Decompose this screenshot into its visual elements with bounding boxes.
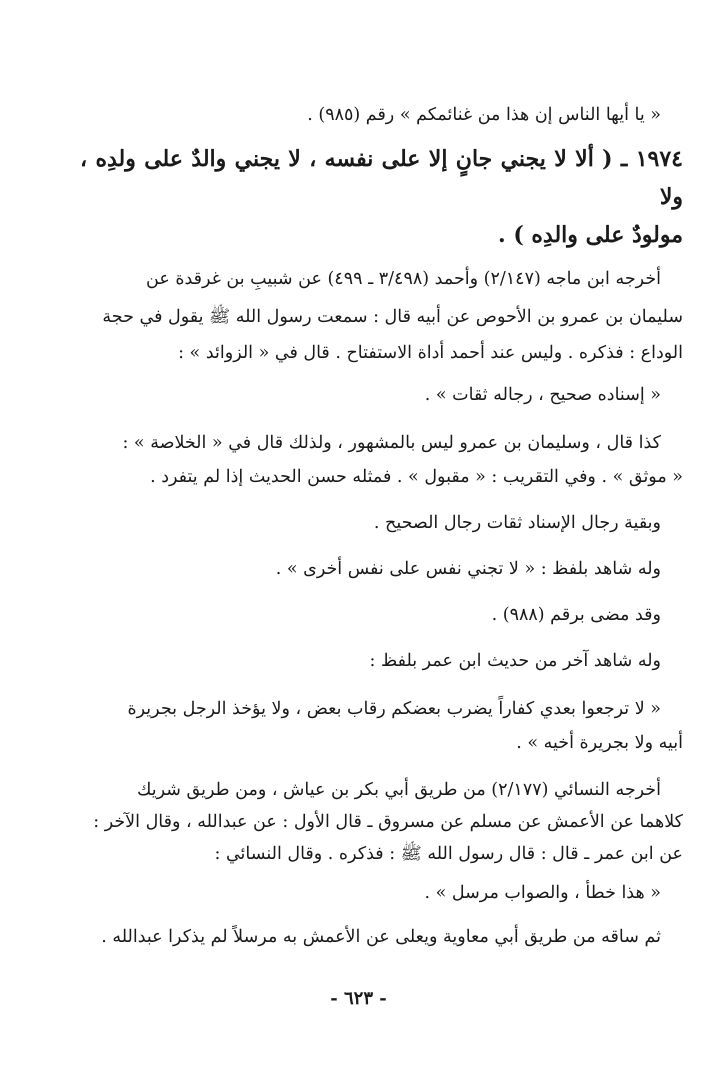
hadith-title-line-2: مولودٌ على والدِه ) .	[498, 222, 683, 248]
text-line: أخرجه ابن ماجه (٢/١٤٧) وأحمد (٣/٤٩٨ ـ ٤٩٩) عن شبيبِ بن غرقدة عن	[146, 269, 661, 289]
text-line: سليمان بن عمرو بن الأحوص عن أبيه قال : سمعت رسول الله ﷺ يقول في حجة	[102, 307, 683, 327]
page-number: - ٦٢٣ -	[330, 988, 387, 1009]
page-body	[80, 100, 683, 952]
text-line: كذا قال ، وسليمان بن عمرو ليس بالمشهور ، ولذلك قال في « الخلاصة » :	[122, 433, 661, 453]
text-line: أخرجه النسائي (٢/١٧٧) من طريق أبي بكر بن عياش ، ومن طريق شريك	[137, 780, 661, 800]
quote-line: « هذا خطأ ، والصواب مرسل » .	[424, 883, 661, 903]
text-line: وبقية رجال الإسناد ثقات رجال الصحيح .	[373, 513, 661, 533]
text-line: الوداع : فذكره . وليس عند أحمد أداة الاستفتاح . قال في « الزوائد » :	[178, 343, 683, 363]
takhrij-paragraph	[80, 260, 683, 370]
text-line: كلاهما عن الأعمش عن مسلم عن مسروق ـ قال الأول : عن عبدالله ، وقال الآخر :	[93, 812, 683, 832]
text-line: وله شاهد بلفظ : « لا تجني نفس على نفس أخرى » .	[275, 559, 661, 579]
text-line: عن ابن عمر ـ قال : قال رسول الله ﷺ : فذكره . وقال النسائي :	[214, 844, 683, 864]
text-line: « موثق » . وفي التقريب : « مقبول » . فمثله حسن الحديث إذا لم يتفرد .	[150, 467, 683, 487]
hadith-heading-1974	[80, 140, 683, 254]
text-line: أبيه ولا بجريرة أخيه » .	[516, 733, 683, 753]
ref-line-985: « يا أيها الناس إن هذا من غنائمكم » رقم (٩٨٥) .	[307, 105, 661, 125]
text-line: وله شاهد آخر من حديث ابن عمر بلفظ :	[369, 651, 661, 671]
quote-line: « إسناده صحيح ، رجاله ثقات » .	[424, 385, 661, 405]
text-line: « لا ترجعوا بعدي كفاراً يضرب بعضكم رقاب بعض ، ولا يؤخذ الرجل بجريرة	[127, 699, 661, 719]
text-line: ثم ساقه من طريق أبي معاوية ويعلى عن الأعمش به مرسلاً لم يذكرا عبدالله .	[101, 927, 661, 947]
ibn-umar-quote	[80, 692, 683, 760]
nasai-paragraph	[80, 774, 683, 870]
hadith-title-line-1: ١٩٧٤ ـ ( ألا لا يجني جانٍ إلا على نفسه ، لا يجني والدٌ على ولدِه ، ولا	[80, 146, 683, 210]
text-line: وقد مضى برقم (٩٨٨) .	[491, 605, 661, 625]
critique-paragraph	[80, 426, 683, 494]
